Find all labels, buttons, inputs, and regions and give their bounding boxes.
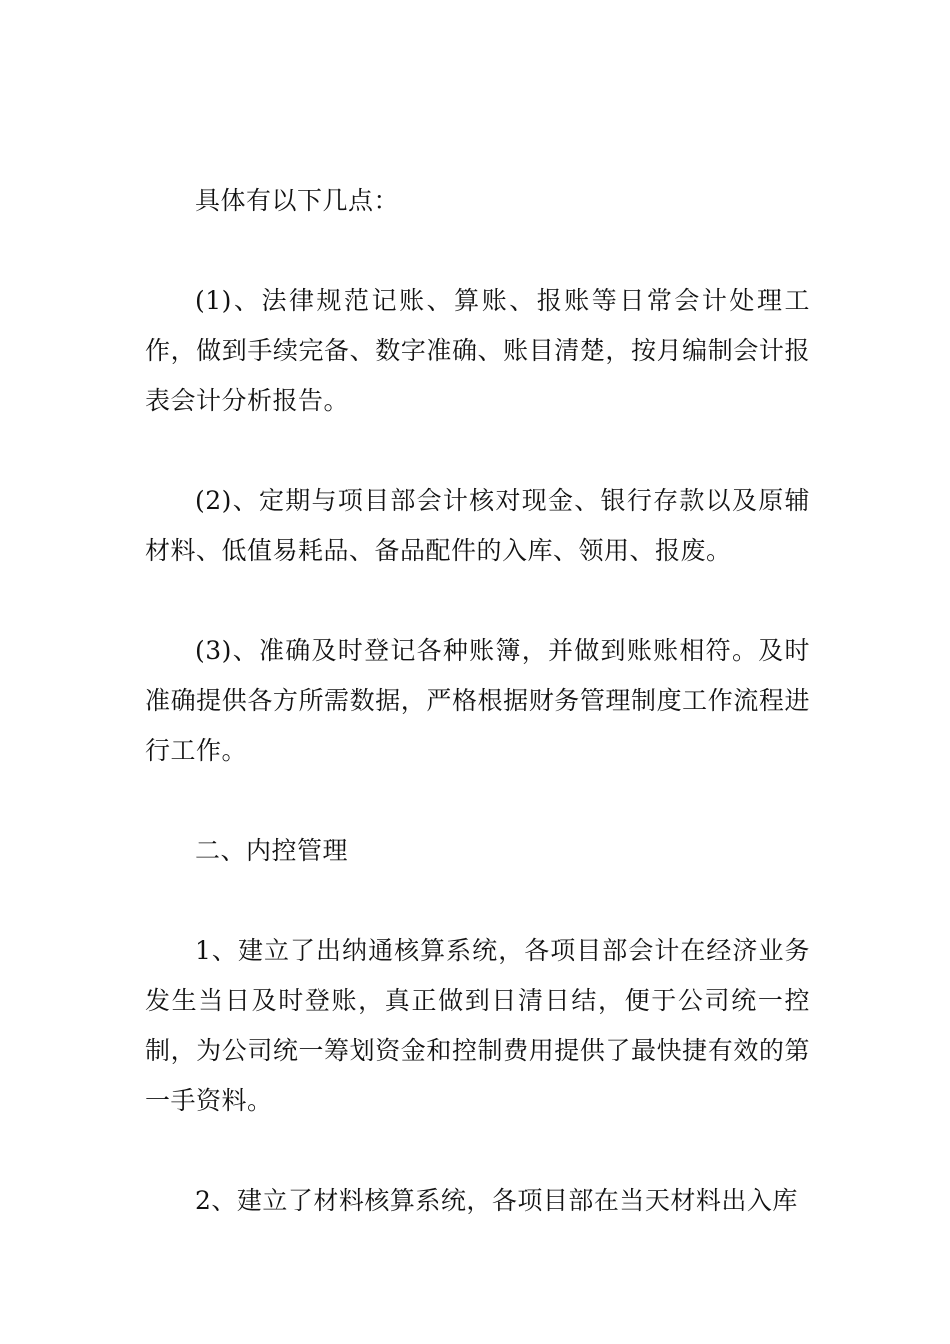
paragraph-spacer xyxy=(145,876,810,926)
paragraph-spacer xyxy=(145,1126,810,1176)
internal-control-point-2: 2、建立了材料核算系统，各项目部在当天材料出入库 xyxy=(195,1186,798,1215)
item-3-paragraph: (3)、准确及时登记各种账簿，并做到账账相符。及时准确提供各方所需数据，严格根据财务管理制度工作流程进行工作。 xyxy=(145,636,810,765)
paragraph-spacer xyxy=(145,426,810,476)
paragraph-spacer xyxy=(145,576,810,626)
item-2-paragraph: (2)、定期与项目部会计核对现金、银行存款以及原辅材料、低值易耗品、备品配件的入库、领用、报废。 xyxy=(145,486,810,565)
paragraph-spacer xyxy=(145,776,810,826)
paragraph-spacer xyxy=(145,226,810,276)
item-1-paragraph: (1)、法律规范记账、算账、报账等日常会计处理工作，做到手续完备、数字准确、账目清楚，按月编制会计报表会计分析报告。 xyxy=(145,286,810,415)
intro-paragraph: 具体有以下几点： xyxy=(195,186,400,215)
section-heading: 二、内控管理 xyxy=(195,836,349,865)
internal-control-point-1: 1、建立了出纳通核算系统，各项目部会计在经济业务发生当日及时登账，真正做到日清日结，便于公司统一控制，为公司统一筹划资金和控制费用提供了最快捷有效的第一手资料。 xyxy=(145,936,810,1115)
document-body xyxy=(145,176,810,1226)
